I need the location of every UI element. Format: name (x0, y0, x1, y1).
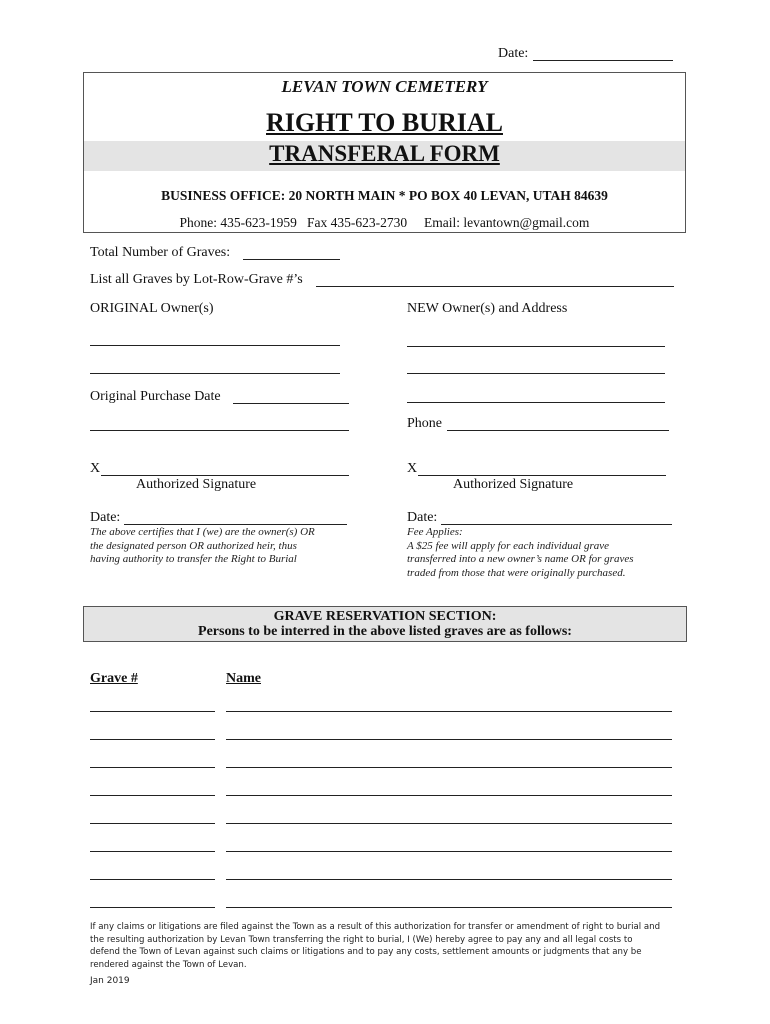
reservation-subtitle: Persons to be interred in the above listed graves are as follows: (198, 624, 572, 639)
original-owner-line-1[interactable] (90, 345, 340, 346)
interred-name-field[interactable] (226, 711, 672, 712)
interred-name-field[interactable] (226, 907, 672, 908)
legal-disclaimer (90, 921, 660, 971)
disclaimer-line: defend the Town of Levan against such claims or litigations and to pay any costs, settlement amounts or judgments that any be (90, 947, 642, 957)
fee-note-line: A $25 fee will apply for each individual grave (407, 539, 610, 552)
original-purchase-date-field[interactable] (233, 403, 349, 404)
grave-number-field[interactable] (90, 795, 215, 796)
disclaimer-line: the resulting authorization by Levan Town transferring the right to burial, I (We) hereby agree to pay any and all legal costs to (90, 934, 633, 945)
new-signature-field[interactable] (418, 475, 666, 476)
original-owners-label: ORIGINAL Owner(s) (90, 301, 214, 316)
total-graves-label: Total Number of Graves: (90, 245, 231, 260)
fee-note-line: Fee Applies: (407, 526, 463, 538)
new-owner-line-3[interactable] (407, 402, 665, 403)
grave-number-field[interactable] (90, 879, 215, 880)
new-date-label: Date: (407, 510, 438, 525)
disclaimer-line: rendered against the Town of Levan. (90, 959, 247, 970)
fee-note-line: traded from those that were originally purchased. (407, 566, 626, 579)
original-signature-x: X (90, 461, 101, 476)
original-signature-field[interactable] (101, 475, 349, 476)
interred-name-field[interactable] (226, 795, 672, 796)
interred-name-field[interactable] (226, 879, 672, 880)
total-graves-field[interactable] (243, 259, 340, 260)
top-date-input-line[interactable] (533, 60, 673, 61)
reservation-title: GRAVE RESERVATION SECTION: (273, 609, 497, 624)
grave-number-field[interactable] (90, 907, 215, 908)
new-owner-line-2[interactable] (407, 373, 665, 374)
certify-note-line: having authority to transfer the Right to Burial (90, 553, 297, 565)
grave-number-field[interactable] (90, 739, 215, 740)
interred-name-field[interactable] (226, 823, 672, 824)
disclaimer-line: If any claims or litigations are filed against the Town as a result of this authorization for transfer or amendment of right to burial and (90, 922, 661, 932)
grave-number-field[interactable] (90, 767, 215, 768)
new-owner-line-1[interactable] (407, 346, 665, 347)
cemetery-name: LEVAN TOWN CEMETERY (281, 77, 488, 96)
original-purchase-date-label: Original Purchase Date (90, 389, 221, 404)
form-revision-date: Jan 2019 (90, 976, 130, 986)
grave-number-header: Grave # (90, 671, 138, 686)
new-owners-label: NEW Owner(s) and Address (407, 301, 568, 316)
name-header: Name (226, 671, 261, 686)
phone-field[interactable] (447, 430, 669, 431)
form-title-line1: RIGHT TO BURIAL (266, 108, 503, 137)
business-office-address: BUSINESS OFFICE: 20 NORTH MAIN * PO BOX 40 LEVAN, UTAH 84639 (161, 188, 608, 203)
new-signature-x: X (407, 461, 418, 476)
grave-number-field[interactable] (90, 711, 215, 712)
interred-name-field[interactable] (226, 767, 672, 768)
top-date-label: Date: (498, 46, 529, 61)
new-authorized-signature-label: Authorized Signature (453, 477, 574, 492)
grave-number-field[interactable] (90, 823, 215, 824)
phone-label: Phone (407, 416, 442, 431)
interred-name-field[interactable] (226, 851, 672, 852)
list-graves-field[interactable] (316, 286, 674, 287)
certify-note (90, 526, 315, 567)
fee-note-line: transferred into a new owner’s name OR for graves (407, 553, 634, 565)
original-owner-line-2[interactable] (90, 373, 340, 374)
list-graves-label: List all Graves by Lot-Row-Grave #’s (90, 272, 303, 287)
original-authorized-signature-label: Authorized Signature (136, 477, 257, 492)
certify-note-line: The above certifies that I (we) are the owner(s) OR (90, 526, 315, 538)
certify-note-line: the designated person OR authorized heir, thus (90, 539, 297, 552)
fee-note (407, 526, 634, 580)
original-date-label: Date: (90, 510, 121, 525)
new-date-field[interactable] (441, 524, 672, 525)
original-owner-line-3[interactable] (90, 430, 349, 431)
contact-info: Phone: 435-623-1959 Fax 435-623-2730 Email: levantown@gmail.com (179, 215, 590, 230)
grave-number-field[interactable] (90, 851, 215, 852)
form-title-line2: TRANSFERAL FORM (269, 141, 500, 166)
original-date-field[interactable] (124, 524, 347, 525)
interred-name-field[interactable] (226, 739, 672, 740)
